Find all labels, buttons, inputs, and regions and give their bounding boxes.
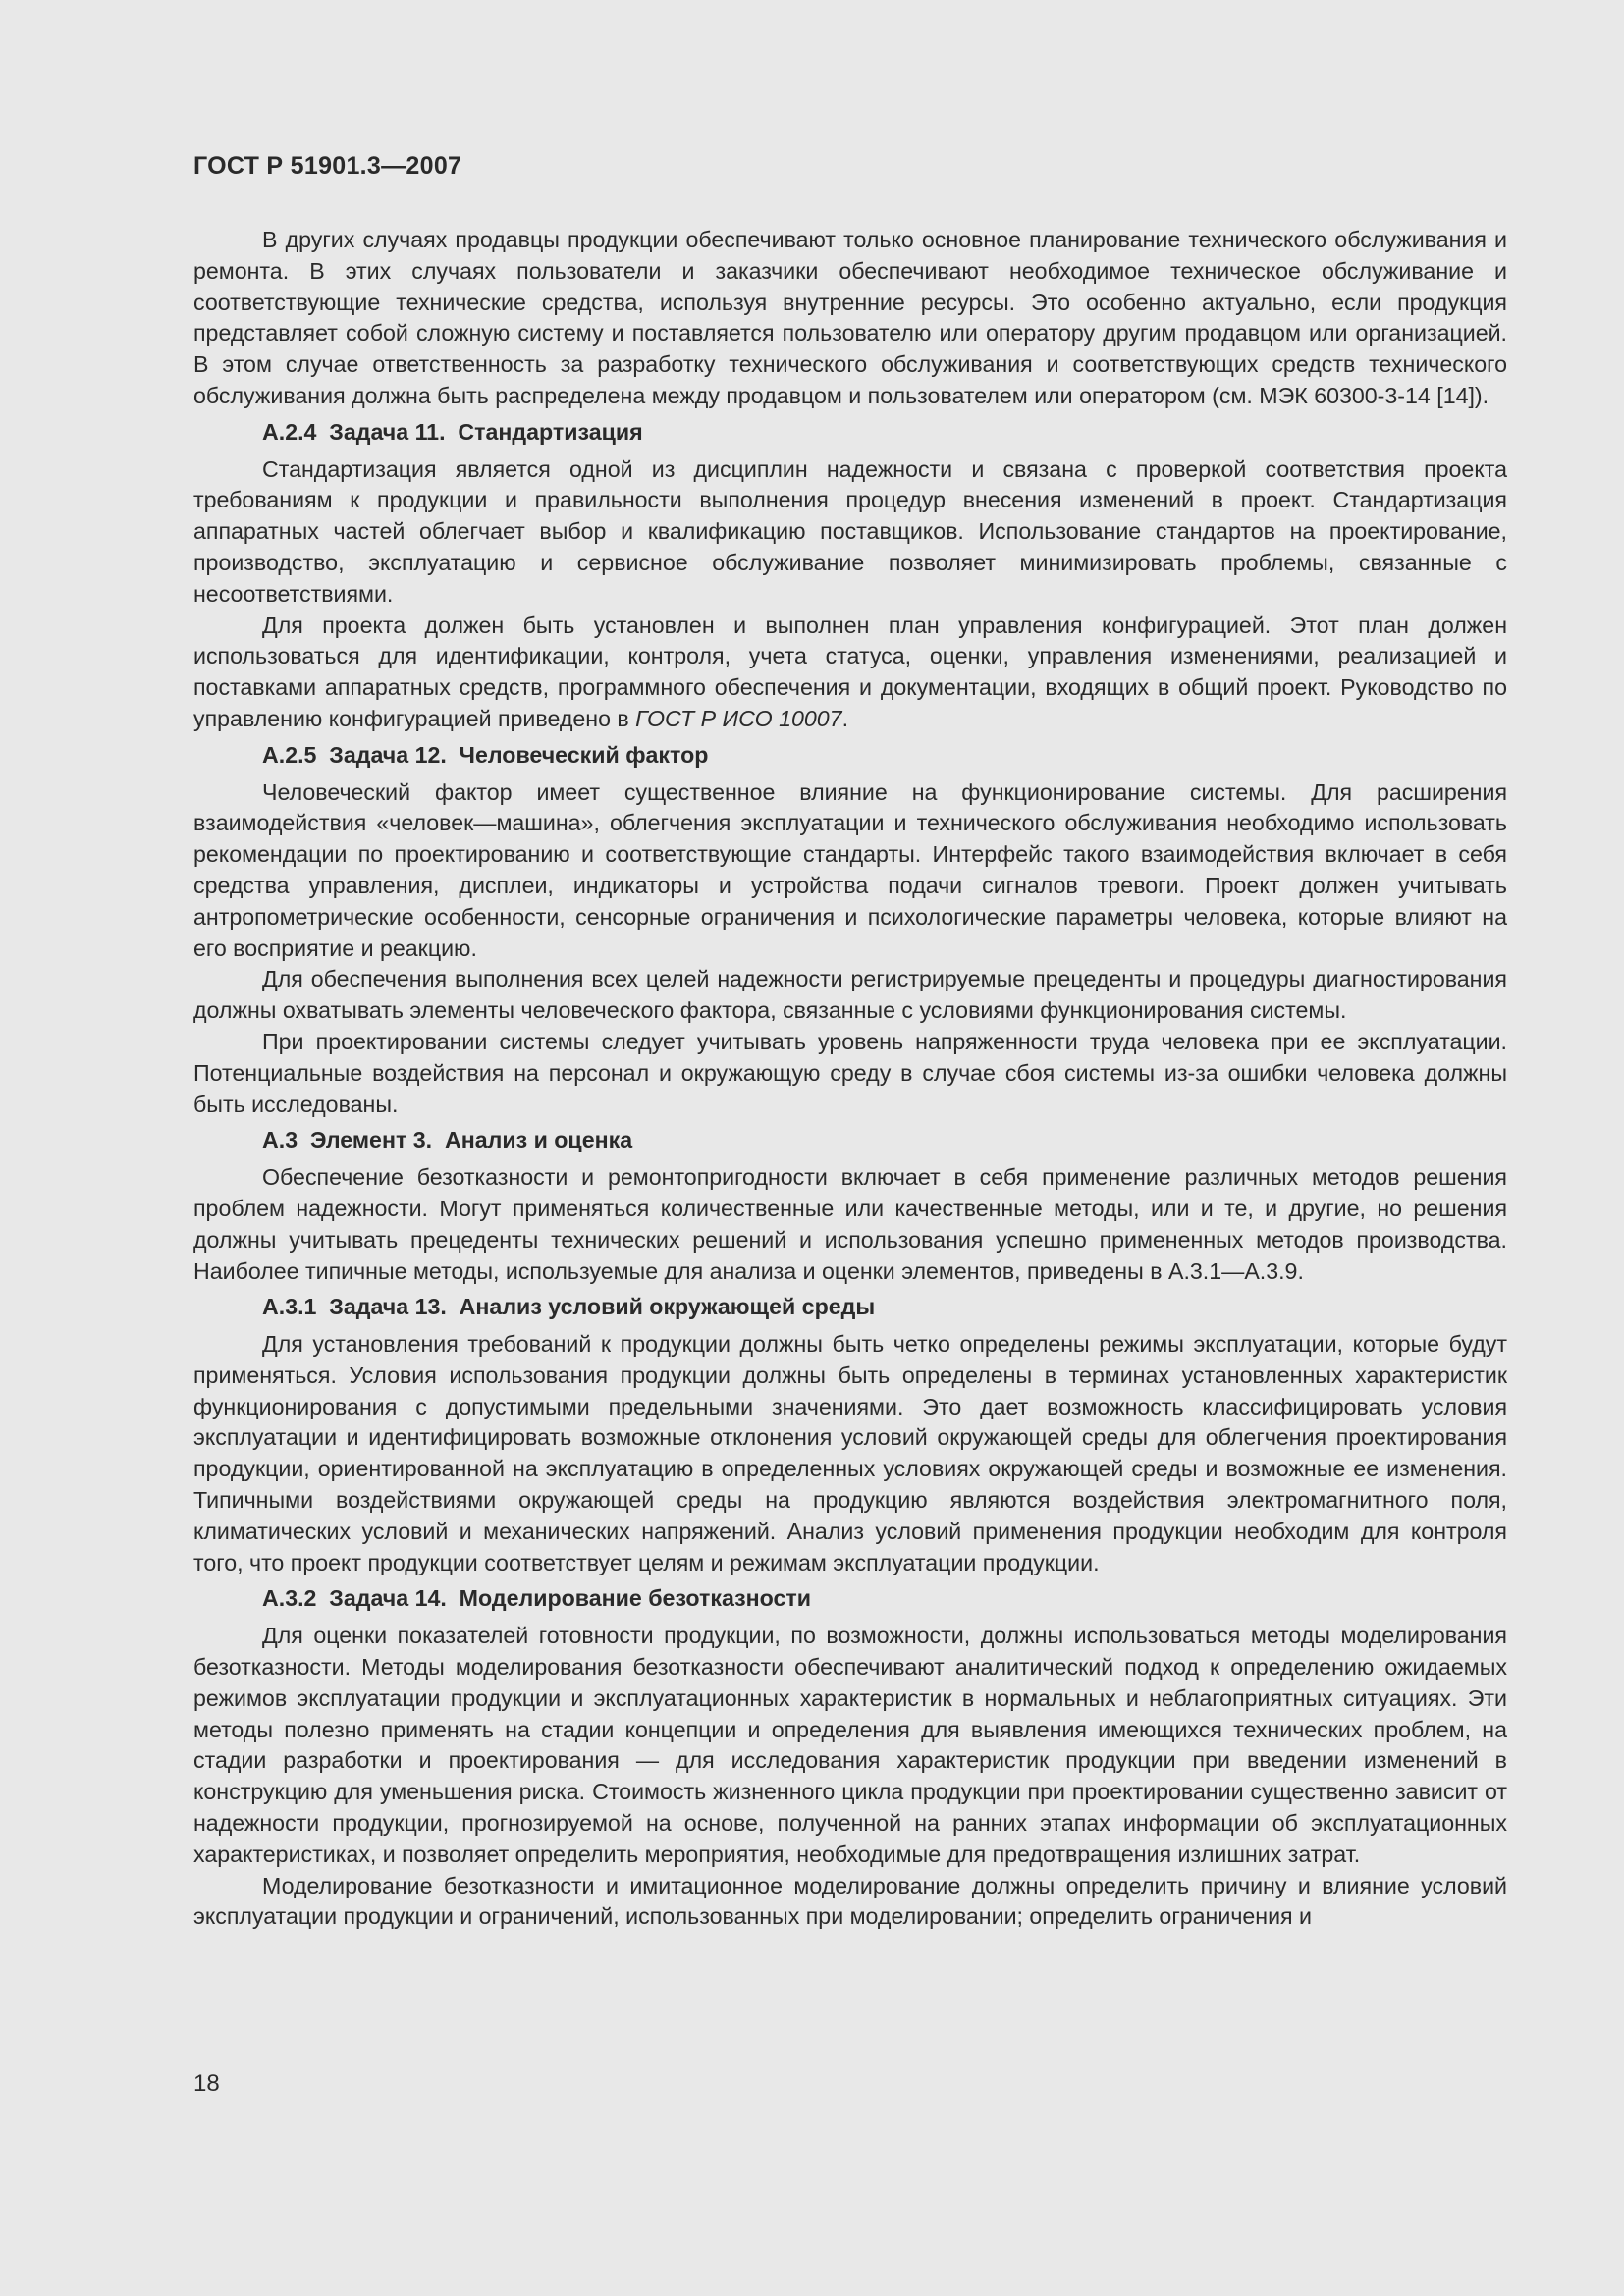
paragraph-human-factor: Человеческий фактор имеет существенное влияние на функционирование системы. Для расширения взаимодействия «человек—машина», облегчения эксплуатации и технического обслуживания необходимо использовать рекомендации по проектированию и соответствующие стандарты. Интерфейс такого взаимодействия включает в себя средства управления, дисплеи, индикаторы и устройства подачи сигналов тревоги. Проект должен учитывать антропометрические особенности, сенсорные ограничения и психологические параметры человека, которые влияют на его восприятие и реакцию. <box>193 778 1507 961</box>
section-heading-a25: А.2.5 Задача 12. Человеческий фактор <box>262 741 709 768</box>
standard-reference: ГОСТ Р ИСО 10007 <box>635 705 842 731</box>
paragraph-analysis-evaluation: Обеспечение безотказности и ремонтопригодности включает в себя применение различных методов решения проблем надежности. Могут применяться количественные или качественные методы, или и те, и другие, но решения должны учитывать прецеденты технических решений и использования успешно примененных методов производства. Наиболее типичные методы, используемые для анализа и оценки элементов, приведены в А.3.1—А.3.9. <box>193 1164 1507 1284</box>
paragraph-configuration-management <box>193 611 1507 735</box>
section-heading-a24: А.2.4 Задача 11. Стандартизация <box>262 418 643 445</box>
paragraph-reliability-modeling: Для оценки показателей готовности продукции, по возможности, должны использоваться методы моделирования безотказности. Методы моделирования безотказности обеспечивают аналитический подход к определению ожидаемых режимов эксплуатации продукции и эксплуатационных характеристик в нормальных и неблагоприятных ситуациях. Эти методы полезно применять на стадии концепции и определения для выявления имеющихся технических проблем, на стадии разработки и проектирования — для исследования характеристик продукции при введении изменений в конструкцию для уменьшения риска. Стоимость жизненного цикла продукции при проектировании существенно зависит от надежности продукции, прогнозируемой на основе, полученной на ранних этапах информации об эксплуатационных характеристиках, и позволяет определить мероприятия, необходимые для предотвращения излишних затрат. <box>193 1623 1507 1867</box>
document-body <box>193 225 1507 1933</box>
paragraph-workload: При проектировании системы следует учитывать уровень напряженности труда человека при ее эксплуатации. Потенциальные воздействия на персонал и окружающую среду в случае сбоя системы из-за ошибки человека должны быть исследованы. <box>193 1028 1507 1117</box>
page-number: 18 <box>193 2070 220 2097</box>
document-code-header: ГОСТ Р 51901.3—2007 <box>193 152 462 180</box>
paragraph-simulation: Моделирование безотказности и имитационное моделирование должны определить причину и влияние условий эксплуатации продукции и ограничений, использованных при моделировании; определить ограничения и <box>193 1872 1507 1930</box>
paragraph-configuration-end: . <box>841 705 849 731</box>
paragraph-environment-analysis: Для установления требований к продукции должны быть четко определены режимы эксплуатации, которые будут применяться. Условия использования продукции должны быть определены в терминах установленных характеристик функционирования с допустимыми предельными значениями. Это дает возможность классифицировать условия эксплуатации и идентифицировать возможные отклонения условий окружающей среды для облегчения проектирования продукции, ориентированной на эксплуатацию в определенных условиях окружающей среды и возможные ее изменения. Типичными воздействиями окружающей среды на продукцию являются воздействия электромагнитного поля, климатических условий и механических напряжений. Анализ условий применения продукции необходим для контроля того, что проект продукции соответствует целям и режимам эксплуатации продукции. <box>193 1331 1507 1575</box>
section-heading-a31: А.3.1 Задача 13. Анализ условий окружающей среды <box>262 1294 876 1320</box>
paragraph-diagnostics: Для обеспечения выполнения всех целей надежности регистрируемые прецеденты и процедуры диагностирования должны охватывать элементы человеческого фактора, связанные с условиями функционирования системы. <box>193 966 1507 1024</box>
paragraph-other-cases: В других случаях продавцы продукции обеспечивают только основное планирование технического обслуживания и ремонта. В этих случаях пользователи и заказчики обеспечивают необходимое техническое обслуживание и соответствующие технические средства, используя внутренние ресурсы. Это особенно актуально, если продукция представляет собой сложную систему и поставляется пользователю или оператору другим продавцом или организацией. В этом случае ответственность за разработку технического обслуживания и соответствующих средств технического обслуживания должна быть распределена между продавцом и пользователем или оператором (см. МЭК 60300-3-14 [14]). <box>193 227 1507 408</box>
section-heading-a32: А.3.2 Задача 14. Моделирование безотказности <box>262 1585 812 1612</box>
paragraph-configuration-text: Для проекта должен быть установлен и выполнен план управления конфигурацией. Этот план должен использоваться для идентификации, контроля, учета статуса, оценки, управления изменениями, реализацией и поставками аппаратных средств, программного обеспечения и документации, входящих в общий проект. Руководство по управлению конфигурацией приведено в <box>193 612 1507 731</box>
paragraph-standardization: Стандартизация является одной из дисциплин надежности и связана с проверкой соответствия проекта требованиям к продукции и правильности выполнения процедур внесения изменений в проект. Стандартизация аппаратных частей облегчает выбор и квалификацию поставщиков. Использование стандартов на проектирование, производство, эксплуатацию и сервисное обслуживание позволяет минимизировать проблемы, связанные с несоответствиями. <box>193 455 1507 607</box>
section-heading-a3: А.3 Элемент 3. Анализ и оценка <box>262 1127 633 1153</box>
